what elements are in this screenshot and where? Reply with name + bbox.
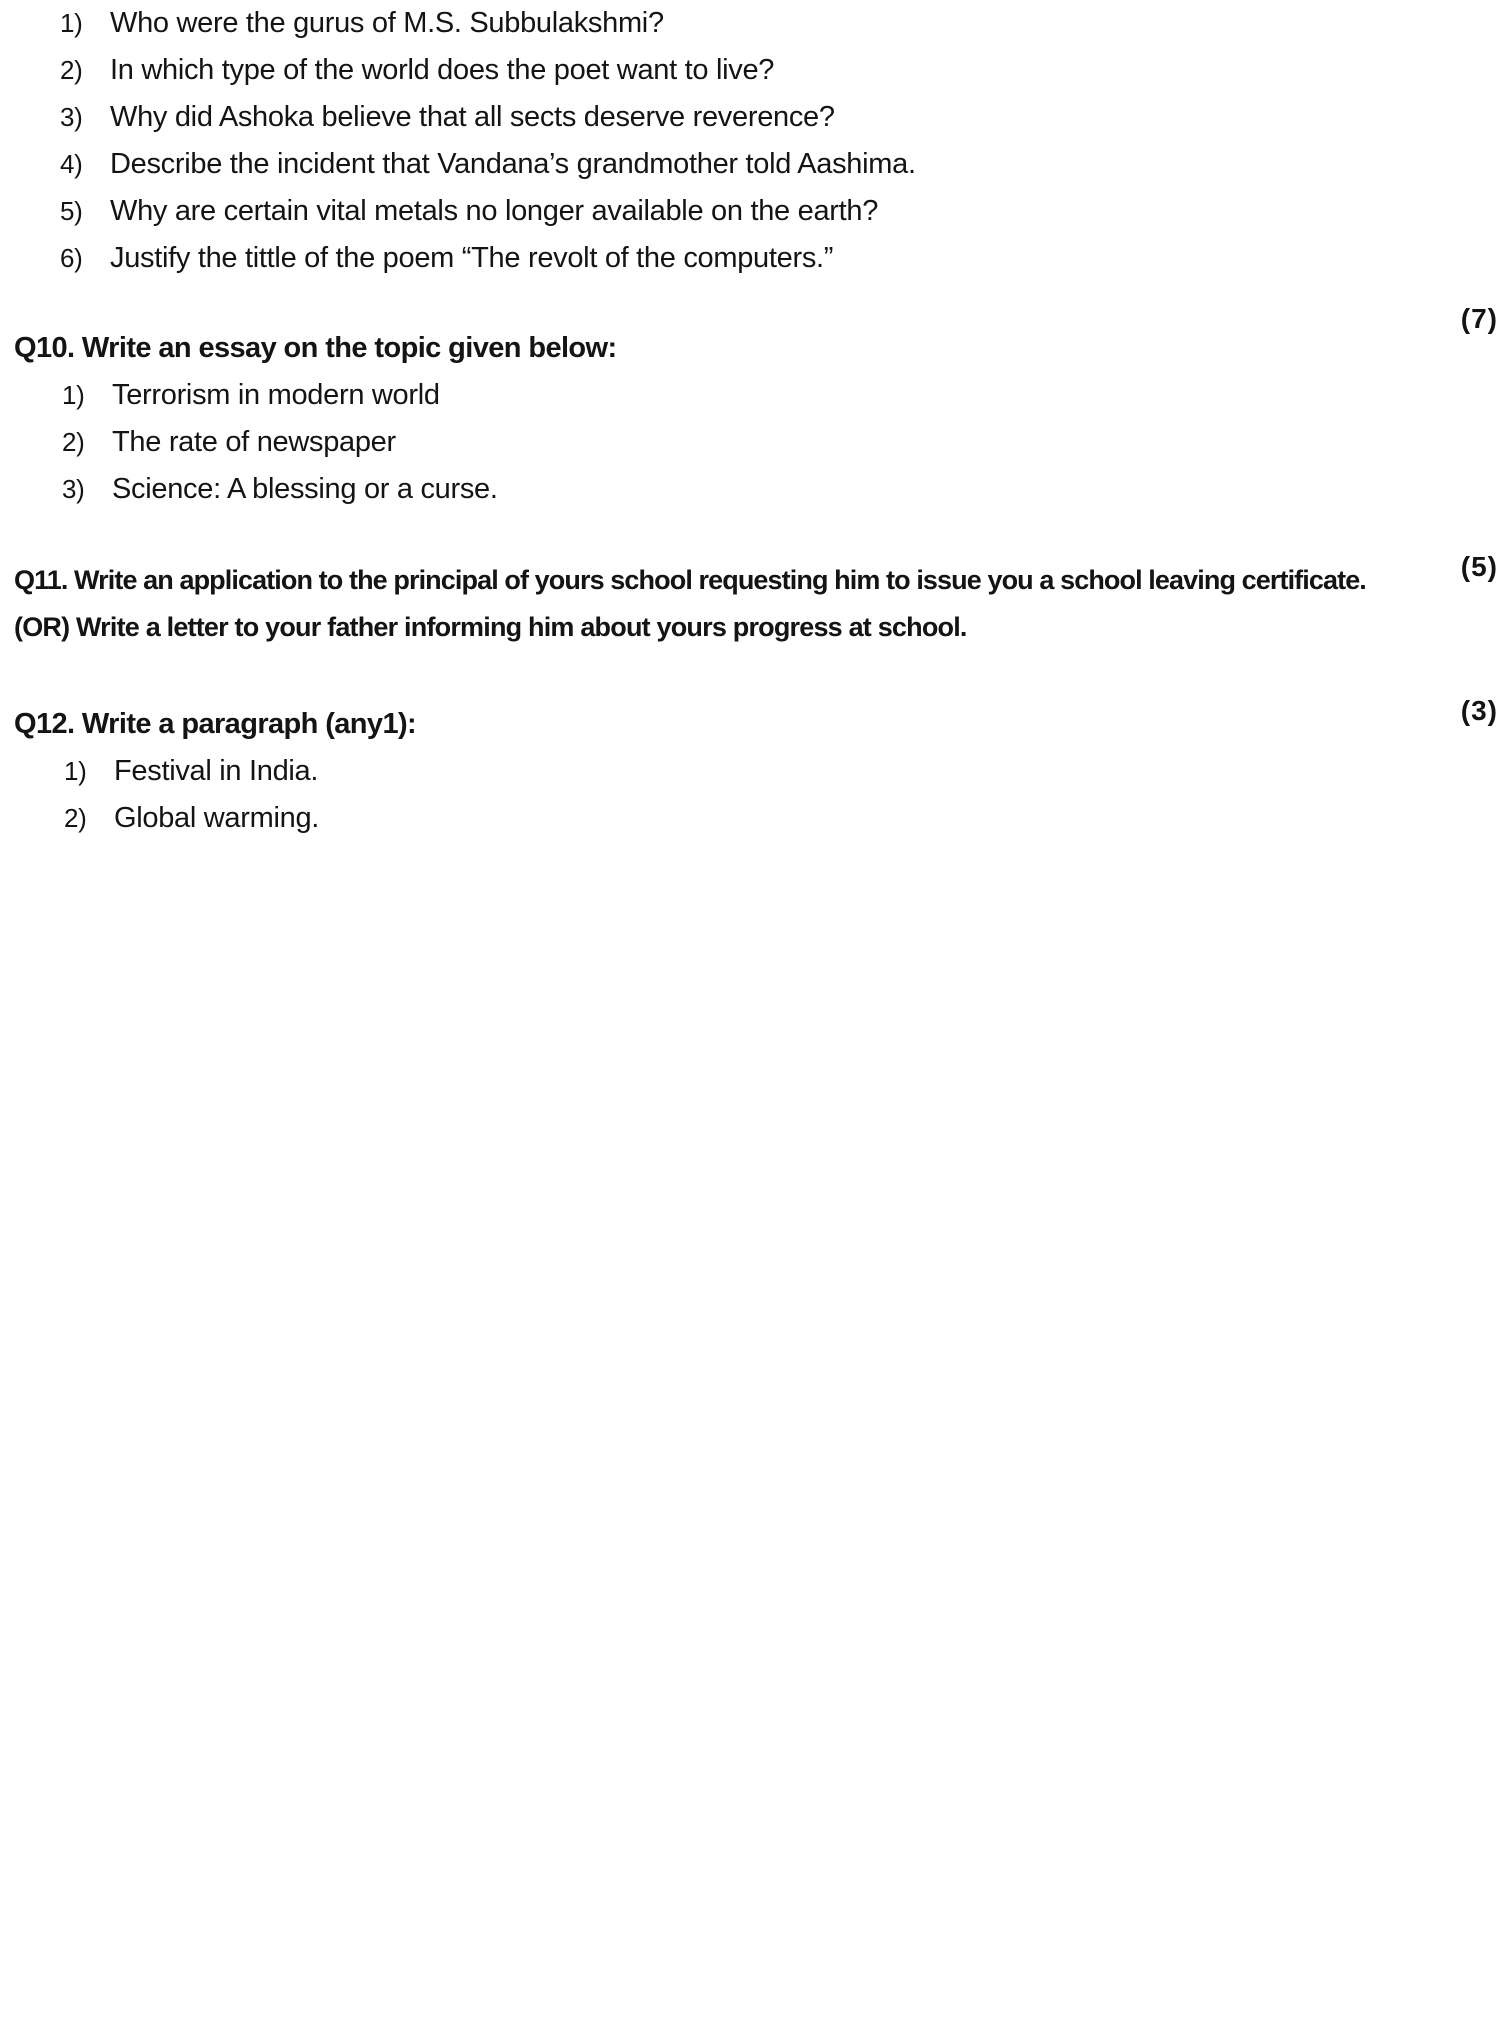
list-item (62, 419, 1498, 466)
q10-marks: (7) (1460, 303, 1498, 334)
list-item (60, 235, 916, 282)
q11-title: Q11. Write an application to the principal of yours school requesting him to issue you a school leaving certificate. (14, 565, 1366, 595)
item-text: In which type of the world does the poet want to live? (110, 54, 775, 86)
item-text: Describe the incident that Vandana’s grandmother told Aashima. (110, 148, 916, 180)
q10-section (14, 303, 1498, 513)
item-text: Justify the tittle of the poem “The revolt of the computers.” (110, 242, 834, 274)
list-item (64, 795, 1498, 842)
item-number: 4) (60, 149, 83, 179)
list-item (64, 748, 1498, 795)
item-text: Why are certain vital metals no longer available on the earth? (110, 195, 879, 227)
item-number: 5) (60, 196, 83, 226)
q12-title: Q12. Write a paragraph (any1): (14, 708, 417, 740)
q11-section (14, 551, 1498, 651)
list-item (62, 466, 1498, 513)
item-number: 2) (60, 55, 83, 85)
list-item (60, 0, 916, 47)
item-text: Terrorism in modern world (112, 379, 440, 411)
item-number: 1) (60, 8, 83, 38)
item-number: 6) (60, 243, 83, 273)
item-text: Festival in India. (114, 755, 319, 787)
q12-topic-list (64, 748, 1498, 842)
item-text: Why did Ashoka believe that all sects deserve reverence? (110, 101, 835, 133)
q10-topic-list (62, 372, 1498, 513)
list-item (60, 47, 916, 94)
list-item (60, 188, 916, 235)
item-text: Who were the gurus of M.S. Subbulakshmi? (110, 7, 664, 39)
item-number: 1) (62, 380, 85, 410)
item-number: 2) (62, 427, 85, 457)
q11-marks: (5) (1460, 551, 1498, 582)
item-number: 3) (60, 102, 83, 132)
list-item (60, 94, 916, 141)
item-number: 3) (62, 474, 85, 504)
list-item (60, 141, 916, 188)
item-text: The rate of newspaper (112, 426, 396, 458)
list-item (62, 372, 1498, 419)
item-text: Global warming. (114, 802, 320, 834)
q9-question-list (60, 0, 916, 282)
q11-alternative: (OR) Write a letter to your father informing him about yours progress at school. (14, 612, 967, 642)
q12-marks: (3) (1460, 695, 1498, 726)
q12-section (14, 695, 1498, 842)
q10-title: Q10. Write an essay on the topic given below: (14, 332, 617, 364)
item-number: 1) (64, 756, 87, 786)
item-number: 2) (64, 803, 87, 833)
item-text: Science: A blessing or a curse. (112, 473, 498, 505)
